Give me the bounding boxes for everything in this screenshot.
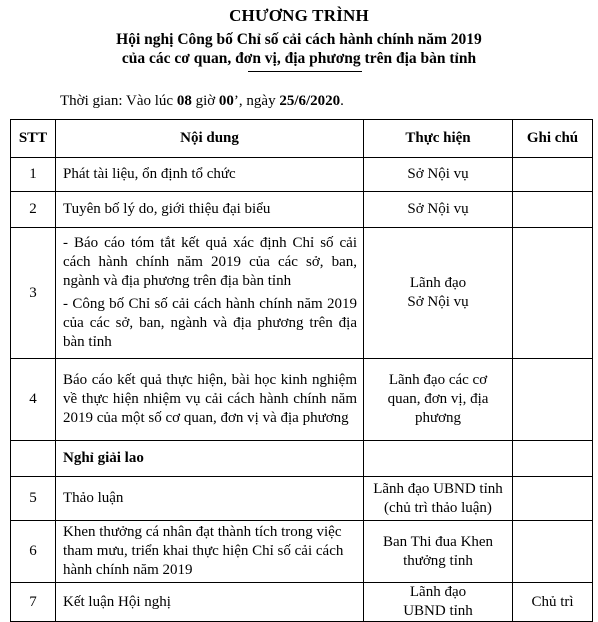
row-stt: 5: [11, 477, 56, 521]
row-content: Phát tài liệu, ổn định tổ chức: [63, 166, 236, 182]
document-subtitle-line2: của các cơ quan, đơn vị, địa phương trên địa bàn tỉnh: [121, 50, 477, 67]
row-exec: Lãnh đạo các cơ quan, đơn vị, địa phương: [387, 372, 489, 426]
row-content: Thảo luận: [63, 490, 124, 506]
row-stt: 1: [11, 158, 56, 192]
meeting-time: [60, 93, 344, 110]
table-row: [11, 583, 593, 622]
document-subtitle-line1: Hội nghị Công bố Chỉ số cải cách hành chính năm 2019: [116, 31, 482, 48]
row-exec-line: Sở Nội vụ: [407, 294, 469, 310]
row-note: [513, 158, 593, 192]
header-note: Ghi chú: [513, 120, 593, 158]
row-content: Kết luận Hội nghị: [63, 593, 171, 610]
row-exec-line: Lãnh đạo: [409, 275, 467, 291]
time-minute: 00: [218, 93, 234, 109]
row-exec: Sở Nội vụ: [407, 166, 469, 182]
row-content: Báo cáo kết quả thực hiện, bài học kinh nghiệm về thực hiện nhiệm vụ cải cách hành chính năm 2019 của một số cơ quan, đơn vị và địa phương: [63, 372, 357, 426]
row-exec-line: Lãnh đạo UBND tỉnh: [373, 480, 503, 497]
row-exec-line: Lãnh đạo: [409, 584, 467, 600]
table-row: [11, 441, 593, 477]
row-note: [513, 359, 593, 441]
row-exec: Ban Thi đua Khen thưởng tỉnh: [382, 533, 494, 569]
table-row: [11, 521, 593, 583]
time-hour: 08: [176, 93, 192, 109]
table-row: [11, 228, 593, 359]
row-content-item: - Công bố Chỉ số cải cách hành chính năm 2019 của các sở, ban, ngành và địa phương trên địa bàn tỉnh: [63, 296, 357, 350]
row-note: Chủ trì: [513, 583, 593, 622]
row-stt: 7: [11, 583, 56, 622]
row-exec-line: UBND tỉnh: [403, 603, 473, 619]
row-stt: 2: [11, 192, 56, 228]
time-end: .: [340, 93, 344, 109]
row-note: [513, 521, 593, 583]
time-prefix: Thời gian: Vào lúc: [60, 93, 177, 109]
row-note: [513, 477, 593, 521]
row-stt: 6: [11, 521, 56, 583]
subtitle-underline: [248, 71, 362, 72]
row-exec-line: (chủ trì thảo luận): [384, 499, 492, 516]
header-stt: STT: [11, 120, 56, 158]
row-note: [513, 441, 593, 477]
time-after-minute: ’, ngày: [233, 93, 280, 109]
row-note: [513, 192, 593, 228]
row-content: Tuyên bố lý do, giới thiệu đại biểu: [63, 201, 271, 217]
row-content: Khen thưởng cá nhân đạt thành tích trong việc tham mưu, triển khai thực hiện Chỉ số cải cách hành chính năm 2019: [63, 524, 344, 578]
table-row: [11, 158, 593, 192]
row-note: [513, 228, 593, 359]
row-stt: 4: [11, 359, 56, 441]
program-table: [10, 119, 593, 622]
header-content: Nội dung: [56, 120, 364, 158]
time-mid: giờ: [191, 93, 219, 109]
table-row: [11, 359, 593, 441]
document-title: CHƯƠNG TRÌNH: [229, 6, 369, 25]
row-stt: [11, 441, 56, 477]
row-content-item: - Báo cáo tóm tắt kết quả xác định Chỉ số cải cách hành chính năm 2019 của các sở, ban, ngành và địa phương trên địa bàn tỉnh: [63, 235, 357, 289]
row-exec: Sở Nội vụ: [407, 201, 469, 217]
table-row: [11, 477, 593, 521]
time-date: 25/6/2020: [279, 93, 341, 109]
table-row: [11, 192, 593, 228]
row-content-break: Nghỉ giải lao: [63, 450, 144, 466]
row-stt: 3: [11, 228, 56, 359]
header-exec: Thực hiện: [364, 120, 513, 158]
table-header-row: [11, 120, 593, 158]
